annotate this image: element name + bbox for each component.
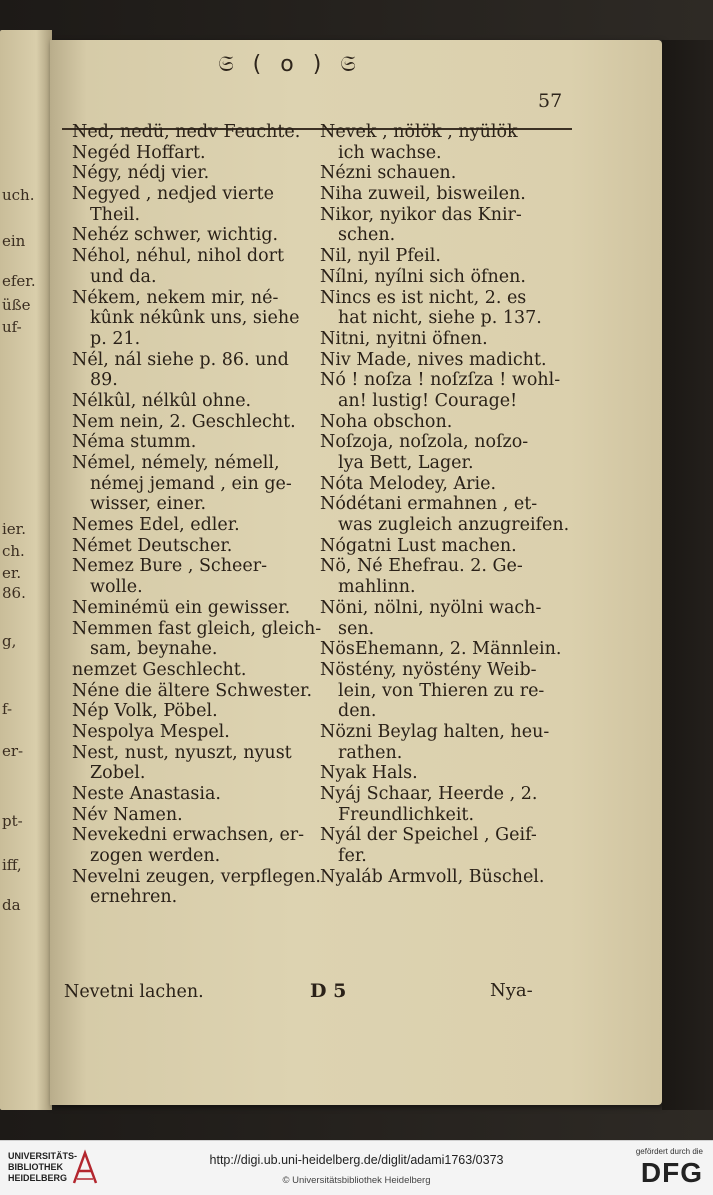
dictionary-entry-line: an! lustig! Courage!	[338, 390, 518, 411]
previous-page-fragment: er.	[2, 564, 22, 582]
dictionary-entry-line: Nevekedni erwachsen, er-	[72, 825, 305, 846]
dictionary-entry-line: Négy, nédj vier.	[72, 163, 210, 184]
dictionary-entry-line: ernehren.	[90, 887, 178, 908]
dictionary-entry-line: Nyál der Speichel , Geif-	[320, 825, 537, 846]
dictionary-entry-line: Nil, nyil Pfeil.	[320, 246, 441, 267]
previous-page-fragment: 86.	[2, 584, 26, 602]
dictionary-entry-line: Zobel.	[90, 763, 146, 784]
dictionary-entry-line: Noſzoja, noſzola, noſzo-	[320, 432, 529, 453]
dictionary-entry-line: Noha obschon.	[320, 411, 453, 432]
dictionary-entry-line: zogen werden.	[90, 846, 221, 867]
dictionary-entry-line: Nincs es ist nicht, 2. es	[320, 287, 527, 308]
dictionary-entry-line: Nyáj Schaar, Heerde , 2.	[320, 784, 538, 804]
dictionary-entry-line: Nóta Melodey, Arie.	[320, 473, 497, 494]
dictionary-entry-line: lein, von Thieren zu re-	[338, 680, 545, 701]
dfg-funding-note: gefördert durch die	[635, 1147, 703, 1156]
dictionary-entry-line: Nemmen fast gleich, gleich-	[72, 618, 322, 639]
dictionary-entry-line: némej jemand , ein ge-	[90, 473, 292, 494]
dictionary-entry-line: Nél, nál siehe p. 86. und	[72, 349, 289, 370]
dictionary-entry-line: Nemez Bure , Scheer-	[72, 556, 267, 577]
dictionary-entry-line: Neste Anastasia.	[72, 784, 221, 804]
signature-mark: D 5	[310, 980, 347, 1002]
previous-page-fragment: uf-	[2, 318, 22, 336]
dictionary-entry-line: Nikor, nyikor das Knir-	[320, 204, 522, 225]
dictionary-entry-line: Nöni, nölni, nyölni wach-	[320, 597, 542, 618]
previous-page-fragment: ch.	[2, 542, 25, 560]
dictionary-entry-line: sen.	[338, 618, 375, 639]
dictionary-entry-line: ich wachse.	[338, 142, 442, 163]
dictionary-entry-line: Nemes Edel, edler.	[72, 515, 240, 536]
dictionary-entry-line: Negyed , nedjed vierte	[72, 184, 274, 205]
previous-page-fragment: f-	[2, 700, 13, 718]
viewer-footer	[0, 1140, 713, 1195]
dictionary-entry-line: Nyaláb Armvoll, Büschel.	[320, 866, 545, 887]
dictionary-entry-line: Theil.	[90, 204, 141, 225]
dictionary-entry-line: Nílni, nyílni sich öfnen.	[320, 266, 526, 287]
dictionary-entry-line: Nöstény, nyöstény Weib-	[320, 659, 537, 680]
previous-page-fragment: üße	[2, 296, 31, 314]
dictionary-entry-line: Nözni Beylag halten, heu-	[320, 721, 550, 742]
page-gutter-right	[662, 40, 713, 1110]
dictionary-entry-line: Nest, nust, nyuszt, nyust	[72, 742, 292, 763]
dictionary-entry-line: Nitni, nyitni öfnen.	[320, 328, 488, 349]
dfg-logo[interactable]: DFG	[640, 1157, 703, 1188]
dictionary-entry-line: kûnk nékûnk uns, siehe	[90, 308, 300, 329]
copyright-notice: © Universitätsbibliothek Heidelberg	[282, 1175, 431, 1186]
dictionary-entry-line: Nógatni Lust machen.	[320, 535, 517, 556]
dictionary-entry-line: Név Namen.	[72, 804, 183, 825]
dictionary-entry-line: Neminémü ein gewisser.	[72, 597, 291, 618]
previous-page-fragment: pt-	[2, 812, 23, 830]
left-column-last-line: Nevetni lachen.	[64, 982, 204, 1002]
library-logo-line: BIBLIOTHEK	[8, 1162, 63, 1172]
previous-page-fragment: uch.	[2, 186, 35, 204]
dictionary-entry-line: Nékem, nekem mir, né-	[72, 287, 279, 308]
dictionary-entry-line: sam, beynahe.	[90, 639, 218, 660]
dictionary-entry-line: Niha zuweil, bisweilen.	[320, 184, 526, 205]
dictionary-entry-line: Nélkûl, nélkûl ohne.	[72, 390, 252, 411]
dictionary-entry-line: rathen.	[338, 742, 403, 763]
previous-page-fragment: ein	[2, 232, 26, 250]
right-column	[320, 122, 580, 887]
dictionary-entry-line: Néma stumm.	[72, 432, 197, 453]
dictionary-entry-line: Negéd Hoffart.	[72, 142, 206, 163]
dictionary-entry-line: was zugleich anzugreifen.	[338, 515, 570, 536]
dictionary-entry-line: wolle.	[90, 577, 143, 598]
dictionary-entry-line: fer.	[338, 846, 367, 867]
dictionary-entry-line: NösEhemann, 2. Männlein.	[320, 639, 562, 660]
dictionary-entry-line: Nö, Né Ehefrau. 2. Ge-	[320, 556, 523, 577]
library-logo-line: HEIDELBERG	[8, 1173, 68, 1183]
dictionary-entry-line: Ned, nedü, nedv Feuchte.	[72, 122, 301, 142]
dictionary-entry-line: Nyak Hals.	[320, 763, 418, 784]
previous-page-fragment: ier.	[2, 520, 26, 538]
dictionary-entry-line: 89.	[90, 370, 118, 391]
previous-page-fragment: da	[2, 896, 21, 914]
dictionary-entry-line: lya Bett, Lager.	[338, 453, 474, 473]
dictionary-entry-line: Nem nein, 2. Geschlecht.	[72, 411, 296, 432]
dictionary-entry-line: Nevelni zeugen, verpflegen.	[72, 866, 321, 887]
dictionary-entry-line: mahlinn.	[338, 577, 416, 598]
dictionary-entry-line: Német Deutscher.	[72, 535, 233, 556]
dictionary-entry-line: hat nicht, siehe p. 137.	[338, 308, 542, 329]
dictionary-entry-line: p. 21.	[90, 328, 141, 349]
dictionary-entry-line: Némel, némely, némell,	[72, 453, 280, 473]
catchword: Nya-	[490, 980, 533, 1001]
dictionary-entry-line: Nó ! noſza ! noſzſza ! wohl-	[320, 370, 561, 391]
previous-page-fragment: g,	[2, 632, 17, 650]
dictionary-entry-line: Néhol, néhul, nihol dort	[72, 246, 285, 267]
running-head: 𝔖 ( o ) 𝔖	[218, 52, 362, 77]
dictionary-entry-line: Nespolya Mespel.	[72, 721, 230, 742]
dictionary-entry-line: Nevek , nölök , nyülök	[320, 122, 518, 142]
dictionary-entry-line: Nehéz schwer, wichtig.	[72, 225, 279, 246]
left-column	[72, 122, 322, 908]
dictionary-entry-line: und da.	[90, 266, 157, 287]
previous-page-fragment: efer.	[2, 272, 36, 290]
dictionary-entry-line: wisser, einer.	[90, 494, 207, 515]
dictionary-entry-line: Freundlichkeit.	[338, 804, 475, 825]
dictionary-entry-line: Nódétani ermahnen , et-	[320, 494, 538, 515]
previous-page-fragment: er-	[2, 742, 24, 760]
dictionary-entry-line: Nézni schauen.	[320, 163, 457, 184]
dictionary-entry-line: nemzet Geschlecht.	[72, 659, 247, 680]
dictionary-entry-line: Néne die ältere Schwester.	[72, 680, 313, 701]
dictionary-entry-line: Niv Made, nives madicht.	[320, 349, 547, 370]
library-logo-line: UNIVERSITÄTS-	[8, 1151, 78, 1161]
previous-page-fragment: iff,	[2, 856, 22, 874]
dictionary-entry-line: schen.	[338, 225, 396, 246]
dictionary-entry-line: den.	[338, 701, 377, 722]
page-number: 57	[538, 90, 563, 112]
permalink-url[interactable]: http://digi.ub.uni-heidelberg.de/diglit/adami1763/0373	[209, 1153, 504, 1167]
dictionary-entry-line: Nép Volk, Pöbel.	[72, 701, 218, 722]
